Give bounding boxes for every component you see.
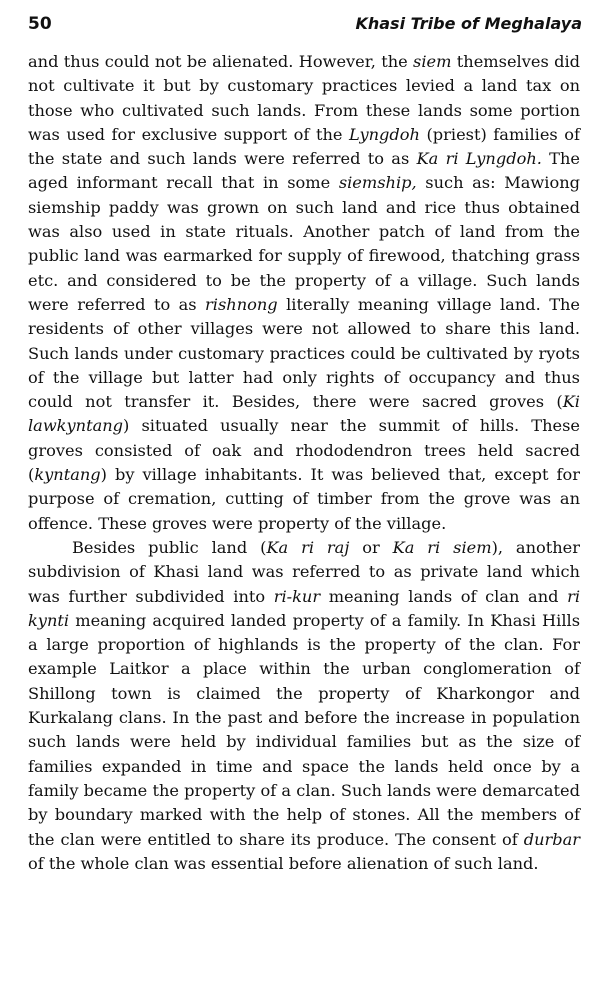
italic-term: durbar [523, 829, 580, 849]
body-text [28, 50, 580, 876]
paragraph-2 [28, 536, 580, 876]
italic-term: siemship, [338, 173, 417, 193]
italic-term: kyntang [34, 465, 101, 485]
italic-term: ri kynti [28, 586, 580, 630]
text-run: The aged informant recall that in some [28, 149, 580, 193]
italic-term: Ka ri siem [392, 537, 492, 557]
paragraph-1 [28, 50, 580, 536]
page-number: 50 [28, 14, 52, 34]
text-run: ) situated usually near the summit of hills. These groves consisted of oak and rhododendron trees held sacred ( [28, 416, 580, 485]
italic-term: Ka ri Lyngdoh. [416, 149, 542, 169]
text-run: ), another subdivision of Khasi land was referred to as private land which was further subdivided into [28, 537, 581, 606]
text-run: literally meaning village land. The residents of other villages were not allowed to share this land. Such lands under customary practices could be cultivated by ryots of the village but latter had only rights of occupancy and thus could not transfer it. Besides, there were sacred groves ( [28, 294, 580, 412]
text-run: Besides public land ( [72, 537, 267, 557]
text-run: (priest) families of the state and such lands were referred to as [28, 124, 580, 169]
text-run: and thus could not be alienated. However, the [28, 52, 414, 71]
italic-term: siem [413, 52, 452, 71]
italic-term: Lyngdoh [349, 124, 420, 144]
italic-term: Ka ri raj [266, 537, 350, 557]
page-header [28, 14, 582, 40]
text-run: such as: Mawiong siemship paddy was grown on such land and rice thus obtained was also used in state rituals. Another patch of land from the public land was earmarked for supply of firewood, thatching grass etc. and considered to be the property of a village. Such lands were referred to as [28, 173, 580, 314]
text-run: ) by village inhabitants. It was believed that, except for purpose of cremation, cutting of timber from the grove was an offence. These groves were property of the village. [28, 465, 580, 533]
text-run: themselves did not cultivate it but by customary practices levied a land tax on those who cultivated such lands. From these lands some portion was used for exclusive support of the [28, 52, 580, 144]
italic-term: ri-kur [273, 586, 321, 606]
text-run: or [349, 537, 393, 557]
italic-term: rishnong [205, 294, 278, 314]
running-title: Khasi Tribe of Meghalaya [355, 14, 582, 33]
italic-term: Ki lawkyntang [28, 392, 580, 436]
text-run: meaning acquired landed property of a family. In Khasi Hills a large proportion of highlands is the property of the clan. For example Laitkor a place within the urban conglomeration of Shillong town is claimed the property of Kharkongor and Kurkalang clans. In the past and before the increase in population such lands were held by individual families but as the size of families expanded in time and space the lands held once by a family became the property of a clan. Such lands were demarcated by boundary marked with the help of stones. All the members of the clan were entitled to share its produce. The consent of [28, 610, 580, 849]
text-run: meaning lands of clan and [320, 586, 568, 606]
text-run: of the whole clan was essential before alienation of such land. [28, 853, 539, 873]
